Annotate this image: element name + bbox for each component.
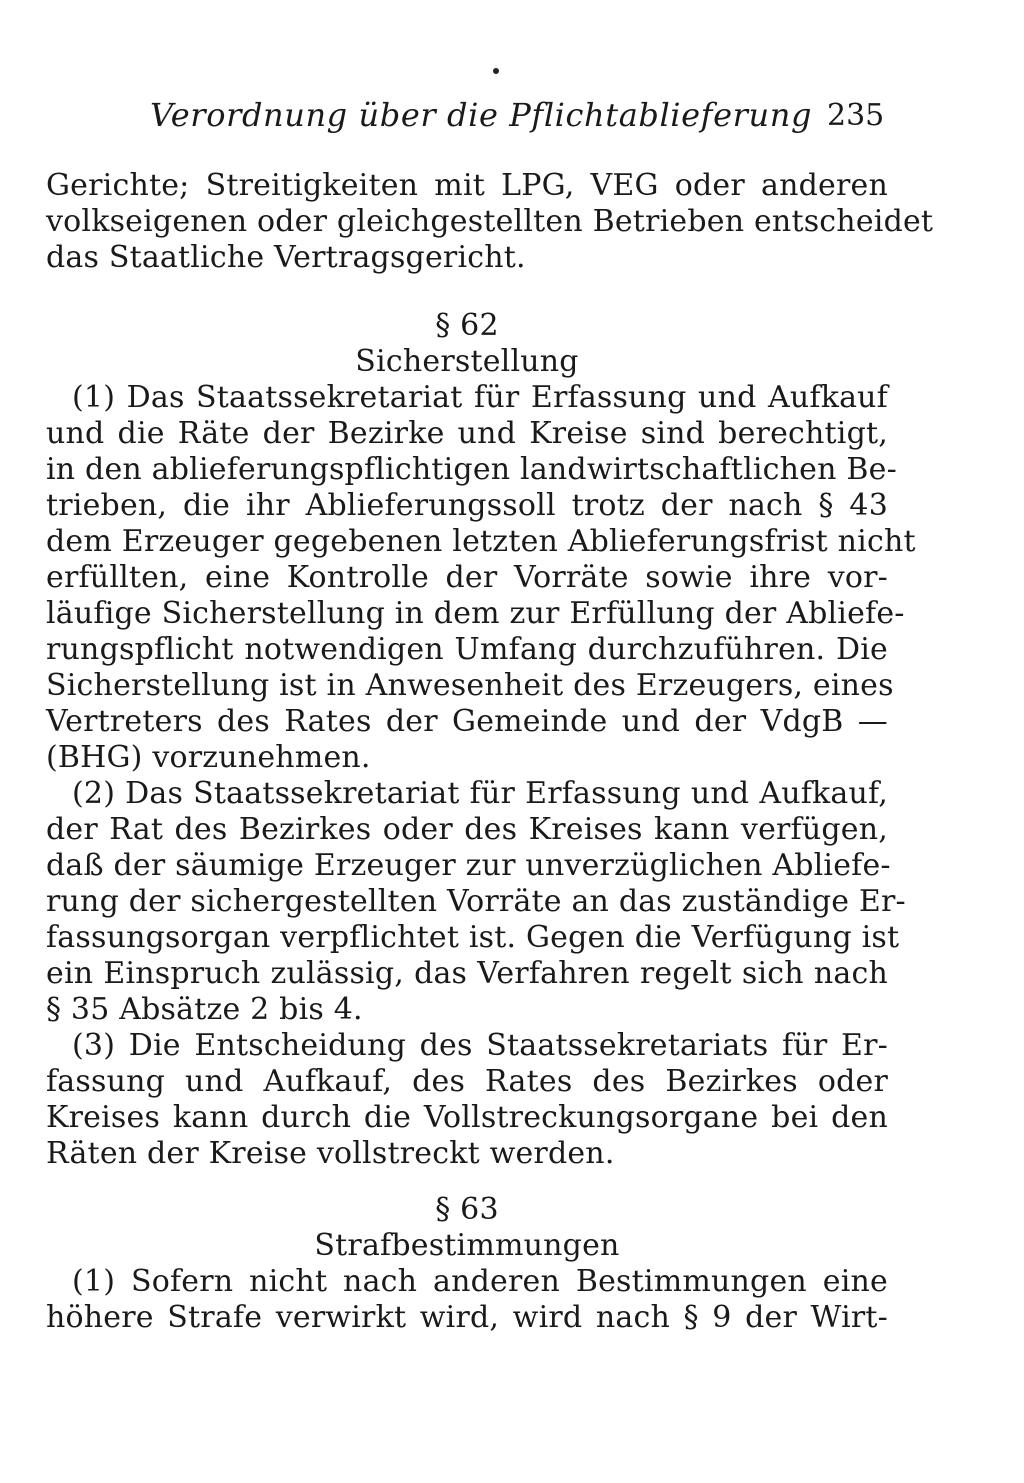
paragraph-1 <box>46 1264 888 1336</box>
text-line: fassung und Aufkauf, des Rates des Bezirkes oder <box>46 1064 888 1099</box>
text-line: Vertreters des Rates der Gemeinde und der VdgB — <box>46 704 888 739</box>
text-line: das Staatliche Vertragsgericht. <box>46 240 526 275</box>
section-title: Strafbestimmungen <box>314 1228 620 1263</box>
text-line: dem Erzeuger gegebenen letzten Ablieferungsfrist nicht <box>46 524 916 559</box>
text-line: (3) Die Entscheidung des Staatssekretariats für Er- <box>72 1028 888 1063</box>
text-line: trieben, die ihr Ablieferungssoll trotz der nach § 43 <box>46 488 888 523</box>
text-line: Gerichte; Streitigkeiten mit LPG, VEG oder anderen <box>46 168 888 203</box>
document-body <box>46 168 934 1336</box>
text-line: Sicherstellung ist in Anwesenheit des Erzeugers, eines <box>46 668 894 703</box>
text-line: rung der sichergestellten Vorräte an das zuständige Er- <box>46 884 906 919</box>
text-line: ein Einspruch zulässig, das Verfahren regelt sich nach <box>46 956 888 991</box>
text-line: § 35 Absätze 2 bis 4. <box>46 992 363 1027</box>
text-line: fassungsorgan verpflichtet ist. Gegen die Verfügung ist <box>46 920 900 955</box>
text-line: erfüllten, eine Kontrolle der Vorräte sowie ihre vor- <box>46 560 888 595</box>
text-line: der Rat des Bezirkes oder des Kreises kann verfügen, <box>46 812 888 847</box>
text-line: höhere Strafe verwirkt wird, wird nach § 9 der Wirt- <box>46 1300 888 1335</box>
text-line: (BHG) vorzunehmen. <box>46 740 371 775</box>
printed-dot-mark <box>493 68 499 74</box>
section-number: § 63 <box>435 1192 499 1227</box>
paragraph-2 <box>46 776 906 1028</box>
text-line: (2) Das Staatssekretariat für Erfassung und Aufkauf, <box>72 776 888 811</box>
section-62 <box>46 308 916 1172</box>
text-line: in den ablieferungspflichtigen landwirtschaftlichen Be- <box>46 452 897 487</box>
text-line: rungspflicht notwendigen Umfang durchzuführen. Die <box>46 632 888 667</box>
text-line: (1) Sofern nicht nach anderen Bestimmungen eine <box>72 1264 888 1299</box>
text-line: daß der säumige Erzeuger zur unverzüglichen Abliefe- <box>46 848 891 883</box>
text-line: und die Räte der Bezirke und Kreise sind berechtigt, <box>46 416 888 451</box>
section-title: Sicherstellung <box>355 344 579 379</box>
text-line: läufige Sicherstellung in dem zur Erfüllung der Abliefe- <box>46 596 905 631</box>
continuation-paragraph <box>46 168 934 276</box>
section-63 <box>46 1192 888 1336</box>
paragraph-3 <box>46 1028 888 1172</box>
text-line: volkseigenen oder gleichgestellten Betrieben entscheidet <box>46 204 934 239</box>
section-number: § 62 <box>435 308 499 343</box>
page-number: 235 <box>827 98 885 133</box>
running-title: Verordnung über die Pflichtablieferung <box>150 96 813 134</box>
text-line: (1) Das Staatssekretariat für Erfassung und Aufkauf <box>72 380 888 415</box>
text-line: Räten der Kreise vollstreckt werden. <box>46 1136 615 1171</box>
paragraph-1 <box>46 380 916 776</box>
text-line: Kreises kann durch die Vollstreckungsorgane bei den <box>46 1100 888 1135</box>
